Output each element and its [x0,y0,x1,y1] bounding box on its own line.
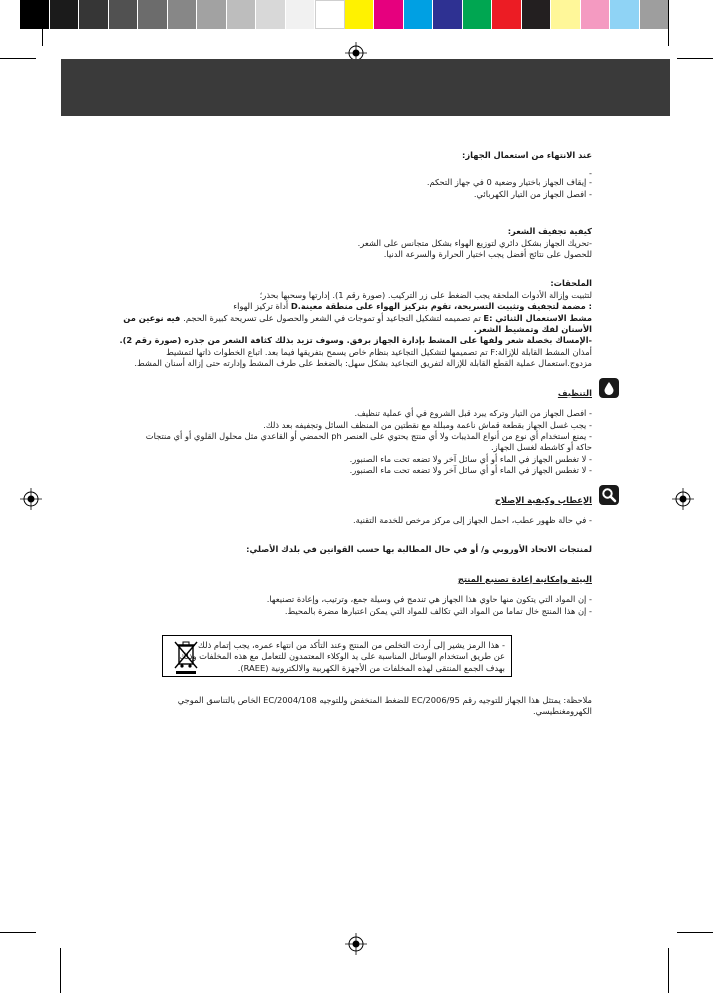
paragraph-line: -الإمساك بخصلة شعر ولفها على المشط بإدارة الجهاز برفق. وسوف تزيد بذلك كثافة الشعر من جذره (صورة رقم 2). [119,335,592,346]
accessory-d-text: أداة تركيز الهواء [233,301,291,312]
accessory-d-label: : مضمة لتجفيف وتثبيت التسريحة، تقوم بتركيز الهواء على منطقة معينة.D [290,301,592,312]
paragraph-line: - يمنع استخدام أي نوع من أنواع المذيبات ولا أي منتج يحتوي على العنصر ph الحمضي أو القاعدي مثل محلول القلوي أو أي منتجات [145,430,592,441]
crop-mark [668,0,669,46]
accessory-e-tail: فيه نوعين من [123,312,184,323]
document-body [86,150,592,718]
paragraph-line: - إن المواد التي يتكون منها حاوي هذا الجهاز هي تندمج في وسيلة جمع، وترتيب، وإعادة تصنيعها. [266,594,592,605]
repair-section-icon [599,485,619,505]
paragraph-line: - إن هذا المنتج خال تماما من المواد التي تكالف للمواد التي يمكن اعتبارها مضرة بالمحيط. [284,605,592,616]
color-swatch [109,0,139,29]
color-swatch [138,0,168,29]
color-swatch [522,0,552,29]
paragraph-line: - في حالة ظهور عطب، احمل الجهاز إلى مركز مرخص للخدمة التقنية. [352,514,592,525]
color-swatch [374,0,404,29]
paragraph-line: - إيقاف الجهاز باختيار وضعية 0 في جهاز التحكم. [426,177,592,188]
crop-mark [677,932,713,933]
paragraph-line: أمذان المشط القابلة للإزالة:F تم تصميمها لتشكيل التجاعيد بنظام خاص يسمح بتفريقها فيما بعد. اتباع الخطوات ذاتها لتمشيط [166,346,592,357]
paragraph-line: ملاحظة: يمتثل هذا الجهاز للتوجيه رقم EC/2006/95 للضغط المنخفض وللتوجيه EC/2004/108 الخاص بالتناسق الموجي [177,694,592,705]
registration-mark-icon [672,488,694,510]
section-heading: الملحقات: [550,278,592,289]
section-heading: البيئة وإمكانية إعادة تصنيع المنتج [457,573,592,584]
color-swatch [227,0,257,29]
paragraph-line [86,313,592,324]
color-swatch [79,0,109,29]
wrench-icon [599,485,619,505]
paragraph-line: - [589,168,592,179]
weee-notice-box [162,635,512,677]
repair-section [86,495,592,527]
color-swatch [551,0,581,29]
paragraph-line: - لا تغطس الجهاز في الماء أو أي سائل آخر ولا تضعه تحت ماء الصنبور. [349,465,592,476]
environment-section [86,574,592,617]
crop-mark [0,932,36,933]
color-swatch [463,0,493,29]
color-swatch [197,0,227,29]
section-heading: عند الانتهاء من استعمال الجهاز: [462,150,592,160]
eu-section [86,544,592,555]
color-swatch [50,0,80,29]
color-swatch [315,0,345,29]
crop-mark [677,58,713,59]
paragraph-line: - لا تغطس الجهاز في الماء أو أي سائل آخر ولا تضعه تحت ماء الصنبور. [349,453,592,464]
paragraph-line [86,301,592,312]
crop-mark [60,948,61,993]
cleaning-section-icon [599,378,619,398]
color-swatch [168,0,198,29]
crop-mark [42,0,43,46]
color-swatch [256,0,286,29]
water-drop-icon [599,378,619,398]
paragraph-line: -تحريك الجهاز بشكل دائري لتوزيع الهواء بشكل متجانس على الشعر. [357,237,592,248]
accessory-e-label: مشط الاستعمال الثنائي :E [483,312,592,323]
compliance-note [86,695,592,718]
paragraph-line: - افصل الجهاز من التيار الكهربائي. [473,188,592,199]
paragraph-line: للحصول على نتائج أفضل يجب اختيار الحرارة والسرعة الدنيا. [383,249,592,260]
color-swatch [20,0,50,29]
paragraph-line: الكهرومغنطيسي. [532,706,592,717]
registration-mark-icon [345,933,367,955]
color-swatch [610,0,640,29]
drying-section [86,226,592,260]
cleaning-section [86,388,592,477]
accessory-e-text: تم تصميمه لتشكيل التجاعيد أو تموجات في الشعر والحصول على تسريحة كبيرة الحجم. [183,312,484,323]
section-heading: الإعطاب وكيفية الإصلاح [494,494,592,505]
crop-mark [0,58,36,59]
paragraph-line: بهدف الجمع المنتقى لهذه المخلفات من الأجهزة الكهربية والالكترونية (RAEE). [237,662,505,673]
section-heading: كيفية تجفيف الشعر: [507,226,592,237]
after-use-section [86,150,592,200]
paragraph-line: - افصل الجهاز من التيار وتركه يبرد قبل الشروع في أي عملية تنظيف. [354,408,592,419]
color-swatch [581,0,611,29]
paragraph-line: الأسنان لفك وتمشيط الشعر. [473,324,592,335]
paragraph-line: لتثبيت وإزالة الأدوات الملحقة يجب الضغط على زر التركيب. (صورة رقم 1). إدارتها وسحبها بحذر؛ [259,289,592,300]
crop-mark [668,948,669,993]
color-swatch [345,0,375,29]
section-heading: التنظيف [557,387,592,398]
paragraph-line: عن طريق استخدام الوسائل المناسبة على يد الوكلاء المعتمدون للتعامل مع هذه المخلفات وذلك [179,651,505,662]
color-swatch [286,0,316,29]
registration-mark-icon [20,488,42,510]
paragraph-line: مزدوج.استعمال عملية القطع القابلة للإزالة لتفريق التجاعيد بشكل سهل: بالضغط على طرف المشط وإدارته حتى إزالة أسنان المشط. [134,358,592,369]
accessories-section [86,278,592,369]
paragraph-line: حاكة أو كاشطة لغسل الجهاز. [490,442,592,453]
header-band [61,59,670,116]
crossed-bin-icon [171,638,201,676]
color-swatch [640,0,670,29]
section-heading: لمنتجات الاتحاد الأوروبي و/ أو في حال المطالبة بها حسب القوانين في بلدك الأصلي: [246,544,592,555]
color-swatch [433,0,463,29]
color-swatch [492,0,522,29]
color-swatch [404,0,434,29]
paragraph-line: - يجب غسل الجهاز بقطعة قماش ناعمة ومبللة مع نقطتين من المنظف السائل وتجفيفه بعد ذلك. [263,419,592,430]
paragraph-line: - هذا الرمز يشير إلى أردت التخلص من المنتج وعند التأكد من انتهاء عمره، يجب إتمام ذلك [198,639,505,650]
